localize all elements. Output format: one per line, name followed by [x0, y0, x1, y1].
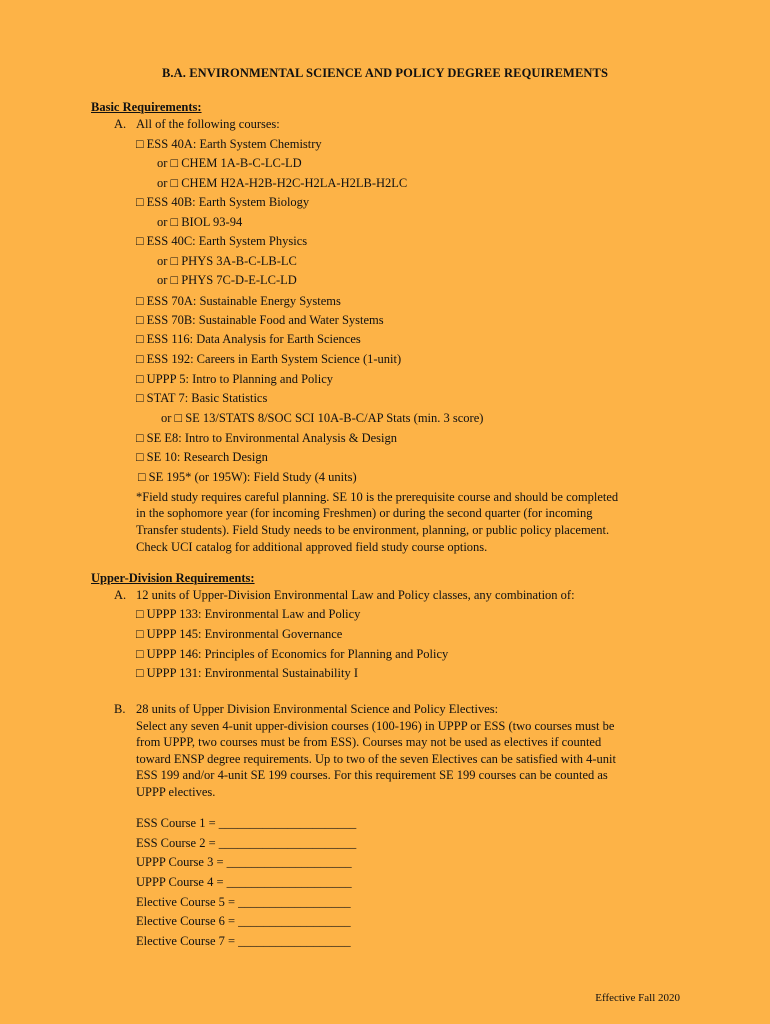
- effective-date-footer: Effective Fall 2020: [595, 992, 680, 1004]
- course-alt-item: or □ SE 13/STATS 8/SOC SCI 10A-B-C/AP Stats (min. 3 score): [161, 411, 484, 425]
- course-item: □ UPPP 5: Intro to Planning and Policy: [136, 372, 334, 386]
- basic-a-marker: A.: [114, 117, 127, 131]
- course-blank-line: UPPP Course 3 = ____________________: [136, 855, 352, 869]
- basic-requirements-heading: Basic Requirements:: [91, 100, 202, 114]
- course-item: □ SE 195* (or 195W): Field Study (4 units): [138, 470, 357, 484]
- upper-b-text: Select any seven 4-unit upper-division courses (100-196) in UPPP or ESS (two courses must be: [136, 719, 615, 733]
- course-alt-item: or □ PHYS 3A-B-C-LB-LC: [157, 254, 297, 268]
- field-study-note: Transfer students). Field Study needs to be environment, planning, or public policy placement.: [136, 523, 610, 537]
- course-blank-line: ESS Course 1 = ______________________: [136, 816, 357, 830]
- course-alt-item: or □ PHYS 7C-D-E-LC-LD: [157, 273, 297, 287]
- basic-a-text: All of the following courses:: [136, 117, 280, 131]
- upper-b-text: 28 units of Upper Division Environmental Science and Policy Electives:: [136, 702, 499, 716]
- document-title: B.A. ENVIRONMENTAL SCIENCE AND POLICY DEGREE REQUIREMENTS: [161, 66, 609, 80]
- course-alt-item: or □ CHEM H2A-H2B-H2C-H2LA-H2LB-H2LC: [157, 176, 408, 190]
- upper-a-text: 12 units of Upper-Division Environmental Law and Policy classes, any combination of:: [136, 588, 575, 602]
- upper-division-heading: Upper-Division Requirements:: [91, 571, 255, 585]
- course-item: □ ESS 40B: Earth System Biology: [136, 195, 310, 209]
- upper-b-text: UPPP electives.: [136, 785, 216, 799]
- course-blank-line: Elective Course 5 = __________________: [136, 895, 351, 909]
- course-blank-line: ESS Course 2 = ______________________: [136, 836, 357, 850]
- field-study-note: in the sophomore year (for incoming Freshmen) or during the second quarter (for incoming: [136, 506, 593, 520]
- course-item: □ SE E8: Intro to Environmental Analysis & Design: [136, 431, 397, 445]
- course-item: □ UPPP 145: Environmental Governance: [136, 627, 343, 641]
- course-item: □ ESS 40A: Earth System Chemistry: [136, 137, 322, 151]
- course-item: □ ESS 192: Careers in Earth System Science (1-unit): [136, 352, 402, 366]
- course-item: □ ESS 40C: Earth System Physics: [136, 234, 308, 248]
- upper-b-text: ESS 199 and/or 4-unit SE 199 courses. For this requirement SE 199 courses can be counted as: [136, 768, 608, 782]
- course-blank-line: Elective Course 6 = __________________: [136, 914, 351, 928]
- upper-a-marker: A.: [114, 588, 127, 602]
- course-item: □ ESS 116: Data Analysis for Earth Sciences: [136, 332, 361, 346]
- upper-b-text: from UPPP, two courses must be from ESS). Courses may not be used as electives if counted: [136, 735, 602, 749]
- field-study-note: *Field study requires careful planning. SE 10 is the prerequisite course and should be completed: [136, 490, 619, 504]
- course-item: □ STAT 7: Basic Statistics: [136, 391, 268, 405]
- course-blank-line: Elective Course 7 = __________________: [136, 934, 351, 948]
- upper-b-marker: B.: [114, 702, 126, 716]
- course-alt-item: or □ BIOL 93-94: [157, 215, 243, 229]
- course-alt-item: or □ CHEM 1A-B-C-LC-LD: [157, 156, 302, 170]
- course-item: □ ESS 70B: Sustainable Food and Water Systems: [136, 313, 384, 327]
- field-study-note: Check UCI catalog for additional approved field study course options.: [136, 540, 488, 554]
- upper-b-text: toward ENSP degree requirements. Up to two of the seven Electives can be satisfied with 4-unit: [136, 752, 616, 766]
- course-blank-line: UPPP Course 4 = ____________________: [136, 875, 352, 889]
- course-item: □ UPPP 146: Principles of Economics for Planning and Policy: [136, 647, 449, 661]
- course-item: □ ESS 70A: Sustainable Energy Systems: [136, 294, 341, 308]
- course-item: □ UPPP 131: Environmental Sustainability I: [136, 666, 359, 680]
- course-item: □ SE 10: Research Design: [136, 450, 268, 464]
- course-item: □ UPPP 133: Environmental Law and Policy: [136, 607, 361, 621]
